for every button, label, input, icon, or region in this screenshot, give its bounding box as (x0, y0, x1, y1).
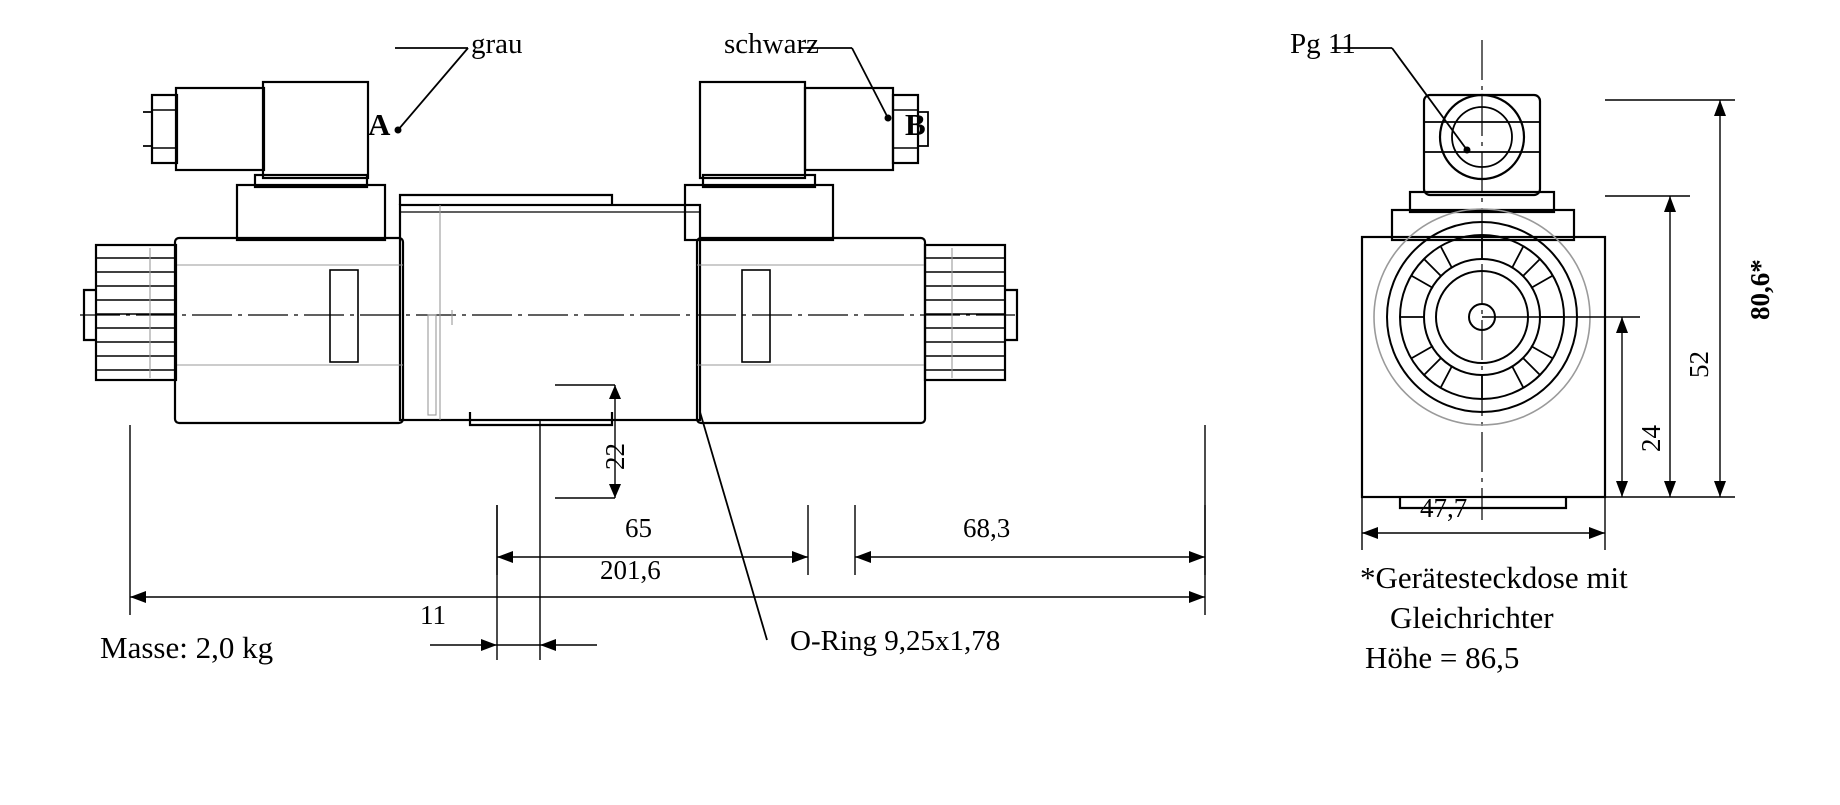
right-solenoid-inner (742, 270, 770, 362)
callout-oring-label: O-Ring 9,25x1,78 (790, 625, 1001, 657)
dim-11 (430, 420, 597, 660)
left-coil-base (237, 185, 385, 240)
dim-68-3-label: 68,3 (963, 513, 1011, 543)
mass-label: Masse: 2,0 kg (100, 630, 274, 665)
valve-center-top-step (400, 195, 612, 205)
dim-52-label: 52 (1684, 351, 1714, 378)
left-knurled-nut (96, 245, 176, 380)
right-solenoid-body (697, 238, 925, 423)
dim-201-6 (130, 425, 1205, 615)
center-inner-slot (428, 315, 436, 415)
valve-center-body (400, 205, 700, 420)
dim-65-label: 65 (625, 513, 652, 543)
valve-mounting-pad (470, 412, 612, 425)
coil-a-label: A (368, 107, 391, 142)
right-coil-base (685, 185, 833, 240)
footnote-line-1: *Gerätesteckdose mit (1360, 560, 1628, 595)
dim-68-3 (855, 505, 1205, 575)
callout-grau-label: grau (471, 28, 523, 60)
dim-11-label: 11 (420, 600, 446, 630)
leader-oring (700, 412, 767, 640)
dim-201-6-label: 201,6 (600, 555, 661, 585)
callout-schwarz-label: schwarz (724, 28, 820, 60)
footnote-line-3: Höhe = 86,5 (1365, 640, 1520, 675)
dim-47-7-label: 47,7 (1420, 493, 1468, 523)
left-solenoid-body (175, 238, 403, 423)
left-connector-plug (152, 95, 177, 163)
left-coil-upper (263, 82, 368, 178)
footnote-line-2: Gleichrichter (1390, 600, 1554, 635)
coil-b-label: B (905, 107, 926, 142)
dim-80-6-label: 80,6* (1745, 259, 1775, 320)
dim-24 (1482, 317, 1640, 497)
left-solenoid-inner (330, 270, 358, 362)
callout-pg11-label: Pg 11 (1290, 28, 1356, 60)
left-connector-body (176, 88, 264, 170)
right-coil-upper (700, 82, 805, 178)
dim-22-label: 22 (600, 443, 630, 470)
dim-22 (555, 385, 621, 498)
dim-47-7 (1362, 497, 1605, 550)
dim-24-label: 24 (1636, 425, 1666, 452)
right-knurled-nut (925, 245, 1005, 380)
